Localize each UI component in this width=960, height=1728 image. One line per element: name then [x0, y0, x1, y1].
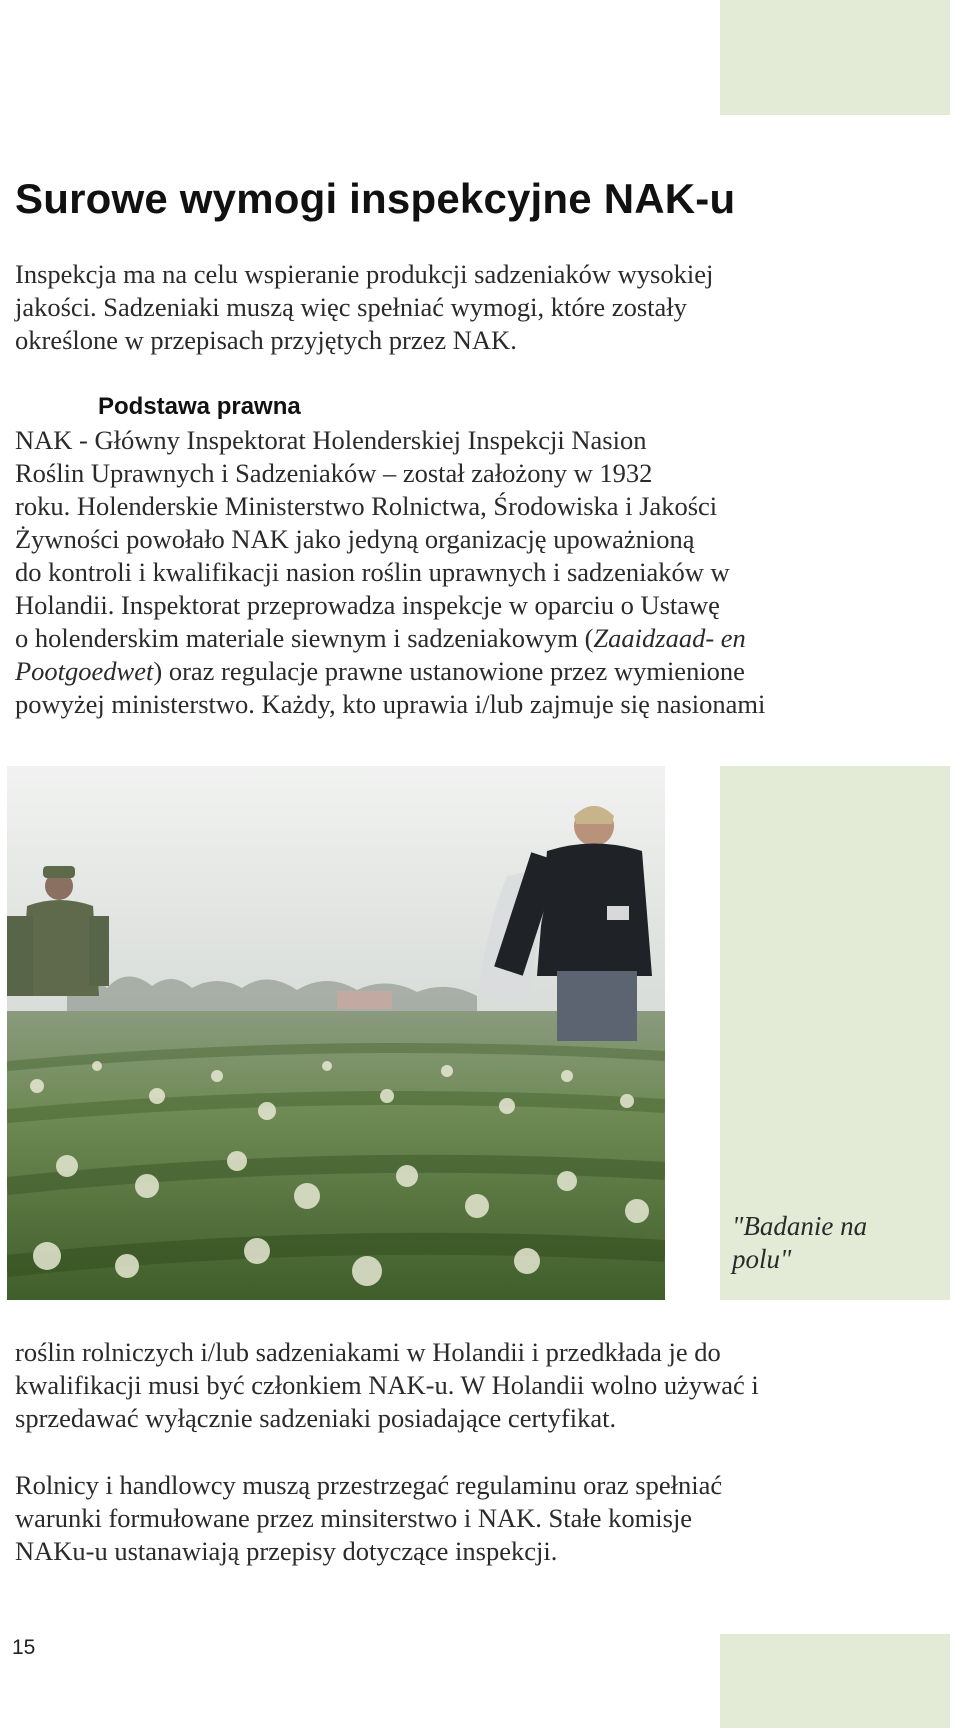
intro-line: Inspekcja ma na celu wspieranie produkcji sadzeniaków wysokiej	[15, 259, 714, 289]
photo-caption	[732, 1210, 942, 1276]
intro-line: jakości. Sadzeniaki muszą więc spełniać wymogi, które zostały	[15, 292, 687, 322]
decorative-panel-top	[720, 0, 950, 115]
legal-text: ) oraz regulacje prawne ustanowione przez wymienione	[153, 656, 745, 686]
membership-paragraph	[15, 1336, 955, 1435]
page-title: Surowe wymogi inspekcyjne NAK-u	[15, 175, 736, 222]
law-name-italic: Pootgoedwet	[15, 656, 154, 686]
legal-line: roku. Holenderskie Ministerstwo Rolnictwa, Środowiska i Jakości	[15, 491, 718, 521]
regulations-line: NAKu-u ustanawiają przepisy dotyczące inspekcji.	[15, 1536, 558, 1566]
section-heading-legal-basis: Podstawa prawna	[98, 393, 301, 420]
legal-line: NAK - Główny Inspektorat Holenderskiej Inspekcji Nasion	[15, 425, 647, 455]
regulations-paragraph	[15, 1469, 955, 1568]
caption-line: polu"	[732, 1244, 792, 1274]
decorative-panel-bottom	[720, 1634, 950, 1728]
legal-line: Roślin Uprawnych i Sadzeniaków – został założony w 1932	[15, 458, 653, 488]
regulations-line: warunki formułowane przez minsiterstwo i NAK. Stałe komisje	[15, 1503, 693, 1533]
legal-line: do kontroli i kwalifikacji nasion roślin uprawnych i sadzeniaków w	[15, 557, 730, 587]
intro-paragraph	[15, 258, 955, 357]
page-number: 15	[12, 1636, 36, 1659]
legal-line: powyżej ministerstwo. Każdy, kto uprawia i/lub zajmuje się nasionami	[15, 689, 766, 719]
membership-line: kwalifikacji musi być członkiem NAK-u. W Holandii wolno używać i	[15, 1370, 759, 1400]
membership-line: roślin rolniczych i/lub sadzeniakami w Holandii i przedkłada je do	[15, 1337, 721, 1367]
regulations-line: Rolnicy i handlowcy muszą przestrzegać regulaminu oraz spełniać	[15, 1470, 723, 1500]
legal-line	[15, 622, 955, 655]
intro-line: określone w przepisach przyjętych przez NAK.	[15, 325, 517, 355]
legal-basis-paragraph	[15, 424, 955, 721]
legal-line	[15, 655, 955, 688]
law-name-italic: Zaaidzaad- en	[593, 623, 746, 653]
legal-line: Żywności powołało NAK jako jedyną organizację upoważnioną	[15, 524, 695, 554]
legal-line: Holandii. Inspektorat przeprowadza inspekcje w oparciu o Ustawę	[15, 590, 720, 620]
legal-text: o holenderskim materiale siewnym i sadzeniakowym (	[15, 623, 594, 653]
caption-line: "Badanie na	[732, 1211, 868, 1241]
membership-line: sprzedawać wyłącznie sadzeniaki posiadające certyfikat.	[15, 1403, 617, 1433]
field-inspection-photo	[7, 766, 665, 1300]
